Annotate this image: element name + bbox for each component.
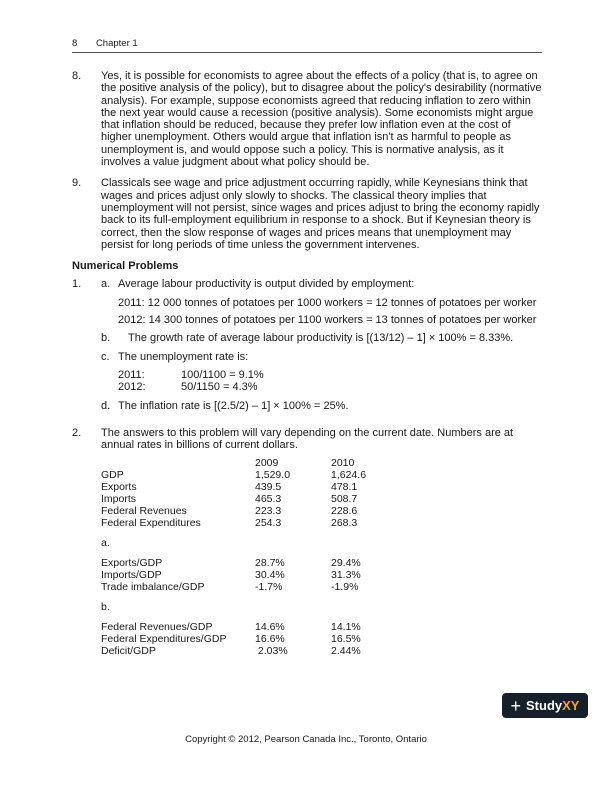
cell-2010: 29.4% bbox=[331, 557, 361, 570]
rate-row bbox=[118, 369, 542, 381]
part-a bbox=[101, 278, 542, 290]
table-header bbox=[101, 457, 407, 469]
part-label: a. bbox=[101, 537, 110, 550]
page-number: 8 bbox=[72, 38, 78, 49]
part-b bbox=[101, 332, 542, 344]
plus-icon: + bbox=[510, 695, 522, 716]
column-header: 2009 bbox=[255, 457, 279, 470]
row-label: Federal Revenues/GDP bbox=[101, 621, 213, 634]
section-title: Numerical Problems bbox=[72, 260, 179, 273]
table-row bbox=[101, 569, 407, 581]
table-row bbox=[101, 633, 407, 645]
part-text: Average labour productivity is output divided by employment: bbox=[118, 278, 415, 291]
problem-number: 1. bbox=[72, 278, 82, 291]
table-row bbox=[101, 505, 407, 517]
answer-item bbox=[72, 70, 542, 168]
copyright-footer: Copyright © 2012, Pearson Canada Inc., Toronto, Ontario bbox=[185, 734, 427, 745]
answer-text: Classicals see wage and price adjustment occurring rapidly, while Keynesians think that wages and prices adjust only slowly to shocks. The classical theory implies that unemployment will not persist, since wages and prices adjust to bring the economy rapidly back to its full-employment equilibrium in response to a shock. But if Keynesian theory is correct, then the slow response of wages and prices means that unemployment may persist for long periods of time unless the government intervenes. bbox=[101, 177, 540, 251]
problem-number: 2. bbox=[72, 426, 82, 439]
row-label: Trade imbalance/GDP bbox=[101, 581, 205, 594]
table-row bbox=[101, 581, 407, 593]
row-label: Deficit/GDP bbox=[101, 645, 156, 658]
row-label: Federal Expenditures bbox=[101, 517, 201, 530]
rate-row bbox=[118, 381, 542, 393]
problem-text: The answers to this problem will vary depending on the current date. Numbers are at annual rates in billions of current dollars. bbox=[101, 426, 514, 452]
cell-2009: 1,529.0 bbox=[255, 469, 291, 482]
productivity-2011: 2011: 12 000 tonnes of potatoes per 1000 workers = 12 tonnes of potatoes per worker bbox=[118, 296, 537, 309]
badge-study: Study bbox=[526, 698, 563, 713]
cell-2010: 228.6 bbox=[331, 505, 358, 518]
rate-year: 2012: bbox=[118, 381, 146, 394]
rate-calc: 50/1150 = 4.3% bbox=[181, 381, 258, 394]
cell-2010: -1.9% bbox=[331, 581, 359, 594]
part-text: The unemployment rate is: bbox=[118, 350, 249, 363]
answer-number: 9. bbox=[72, 177, 82, 190]
part-label: c. bbox=[101, 350, 110, 363]
badge-xy: XY bbox=[562, 698, 580, 713]
cell-2009: 14.6% bbox=[255, 621, 285, 634]
unemployment-rates bbox=[118, 369, 542, 394]
cell-2009: 439.5 bbox=[255, 481, 282, 494]
answer-text: Yes, it is possible for economists to agree about the effects of a policy (that is, to agree on the positive analysis of the policy), but to disagree about the policy's desirability (normative analysis). For example, suppose economists agreed that reducing inflation to zero within the next year would cause a recession (positive analysis). Some economists might argue that inflation should be reduced, because they prefer low inflation even at the cost of higher unemployment. Others would argue that inflation isn't as harmful to people as unemployment is, and would oppose such a policy. This is normative analysis, as it involves a value judgment about what policy should be. bbox=[101, 70, 542, 169]
cell-2010: 31.3% bbox=[331, 569, 361, 582]
cell-2010: 478.1 bbox=[331, 481, 358, 494]
row-label: Exports bbox=[101, 481, 137, 494]
cell-2010: 14.1% bbox=[331, 621, 361, 634]
table-row bbox=[101, 621, 407, 633]
cell-2009: 223.3 bbox=[255, 505, 282, 518]
row-label: Imports/GDP bbox=[101, 569, 162, 582]
answer-item bbox=[72, 177, 542, 251]
table-row bbox=[101, 645, 407, 657]
problem-1 bbox=[72, 278, 542, 417]
table-row bbox=[101, 557, 407, 569]
rate-year: 2011: bbox=[118, 368, 145, 381]
part-d bbox=[101, 400, 542, 412]
row-label: GDP bbox=[101, 469, 124, 482]
rate-calc: 100/1100 = 9.1% bbox=[181, 368, 264, 381]
part-label: d. bbox=[101, 399, 111, 412]
cell-2009: 465.3 bbox=[255, 493, 282, 506]
cell-2010: 16.5% bbox=[331, 633, 361, 646]
table-row bbox=[101, 469, 407, 481]
cell-2010: 2.44% bbox=[331, 645, 361, 658]
row-label: Federal Expenditures/GDP bbox=[101, 633, 227, 646]
cell-2010: 268.3 bbox=[331, 517, 358, 530]
page-header bbox=[72, 38, 542, 53]
part-label: a. bbox=[101, 278, 111, 291]
table-row bbox=[101, 493, 407, 505]
table-row bbox=[101, 537, 407, 549]
cell-2009: 30.4% bbox=[255, 569, 285, 582]
cell-2009: 2.03% bbox=[255, 645, 288, 658]
studyxy-badge[interactable] bbox=[502, 693, 588, 718]
row-label: Exports/GDP bbox=[101, 557, 163, 570]
cell-2010: 1,624.6 bbox=[331, 469, 367, 482]
table-row bbox=[101, 517, 407, 529]
part-label: b. bbox=[101, 601, 110, 614]
cell-2009: -1.7% bbox=[255, 581, 283, 594]
part-text: The inflation rate is [(2.5/2) – 1] × 100% = 25%. bbox=[118, 399, 349, 412]
data-table bbox=[101, 457, 407, 657]
cell-2009: 16.6% bbox=[255, 633, 285, 646]
part-label: b. bbox=[101, 332, 111, 345]
table-row bbox=[101, 481, 407, 493]
chapter-label: Chapter 1 bbox=[95, 38, 138, 49]
column-header: 2010 bbox=[331, 457, 355, 470]
part-c bbox=[101, 351, 542, 363]
table-row bbox=[101, 601, 407, 613]
cell-2010: 508.7 bbox=[331, 493, 358, 506]
answer-number: 8. bbox=[72, 70, 82, 82]
productivity-2012: 2012: 14 300 tonnes of potatoes per 1100 workers = 13 tonnes of potatoes per worker bbox=[118, 314, 537, 327]
row-label: Imports bbox=[101, 493, 137, 506]
part-text: The growth rate of average labour productivity is [(13/12) – 1] × 100% = 8.33%. bbox=[128, 332, 514, 345]
cell-2009: 254.3 bbox=[255, 517, 282, 530]
row-label: Federal Revenues bbox=[101, 505, 187, 518]
cell-2009: 28.7% bbox=[255, 557, 285, 570]
problem-2 bbox=[72, 427, 542, 658]
page-content bbox=[72, 70, 542, 666]
